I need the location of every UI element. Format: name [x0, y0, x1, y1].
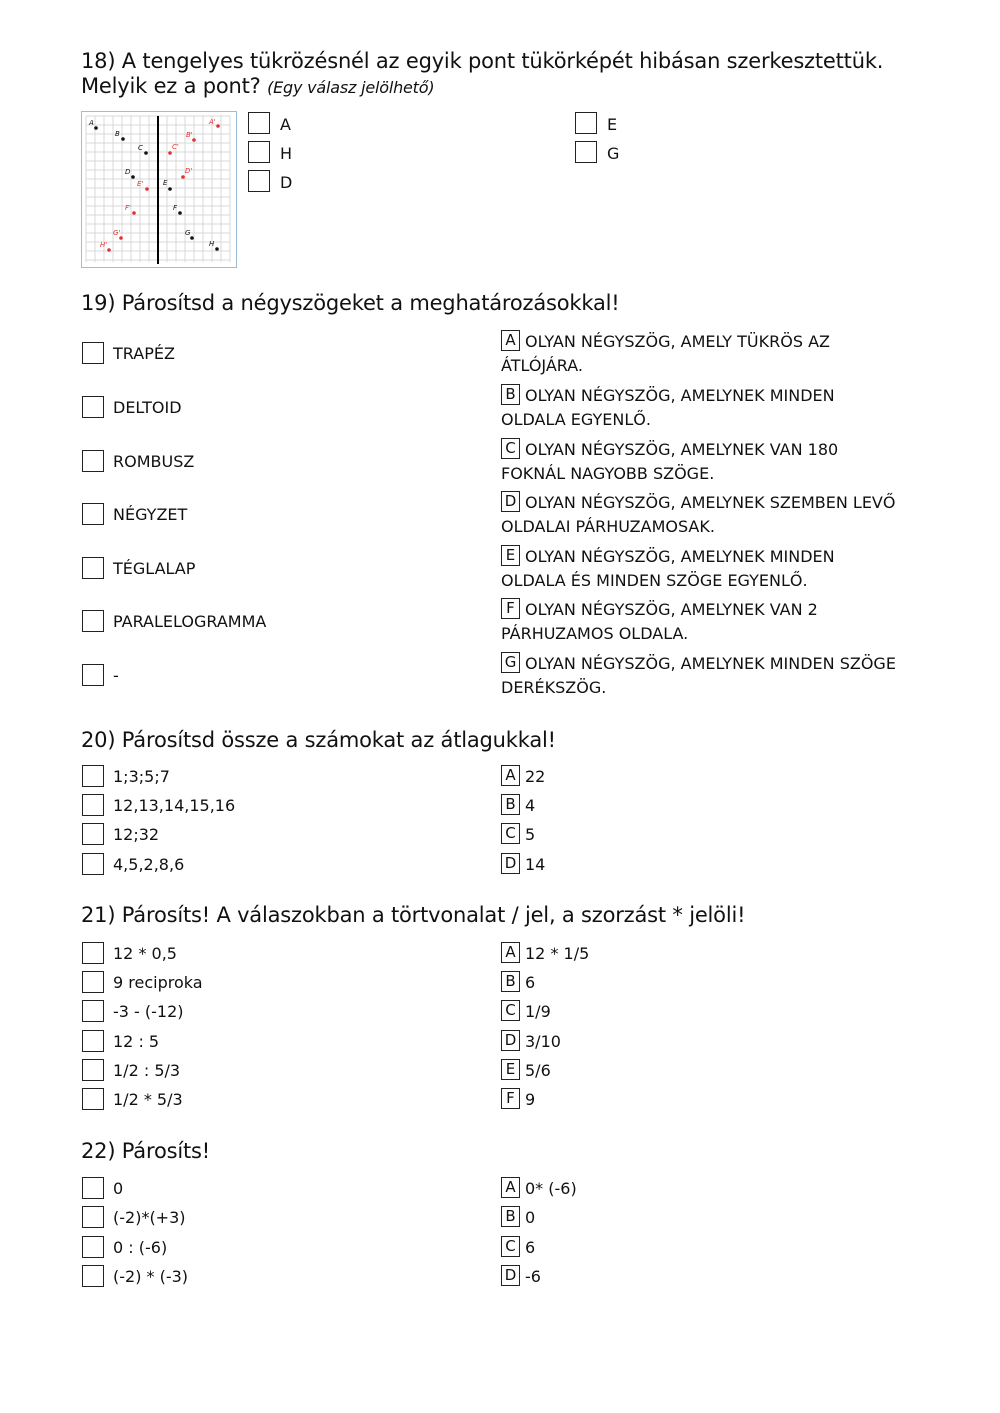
q21-left-checkbox-6[interactable] — [82, 1088, 104, 1110]
q19-definition-B-letter: B — [501, 384, 520, 405]
q21-left-checkbox-4[interactable] — [82, 1030, 104, 1052]
q20-left-label-1: 1;3;5;7 — [113, 767, 170, 786]
q18-hint: (Egy válasz jelölhető) — [267, 78, 435, 97]
q21-left-label-6: 1/2 * 5/3 — [113, 1090, 183, 1109]
q21-answer-B: B 6 — [501, 971, 535, 995]
point-C-label: C — [138, 144, 143, 152]
q18-title — [81, 49, 883, 100]
q20-left-checkbox-3[interactable] — [82, 823, 104, 845]
q19-left-label-1: TRAPÉZ — [113, 344, 175, 363]
q19-definition-A: A OLYAN NÉGYSZÖG, AMELY TÜKRÖS AZ ÁTLÓJÁRA. — [501, 331, 830, 375]
q20-title: 20) Párosítsd össze a számokat az átlagukkal! — [81, 728, 556, 752]
q22-title: 22) Párosíts! — [81, 1139, 210, 1163]
q19-left-checkbox-7[interactable] — [82, 664, 104, 686]
q19-left-checkbox-4[interactable] — [82, 503, 104, 525]
q19-definition-G: G OLYAN NÉGYSZÖG, AMELYNEK MINDEN SZÖGE DERÉKSZÖG. — [501, 653, 896, 697]
point-C-prime-label: C' — [172, 143, 179, 151]
q21-left-checkbox-2[interactable] — [82, 971, 104, 993]
q19-definition-G-letter: G — [501, 652, 520, 673]
q20-left-checkbox-4[interactable] — [82, 853, 104, 875]
q19-left-label-2: DELTOID — [113, 398, 182, 417]
q18-option-E-checkbox[interactable] — [575, 112, 597, 134]
q19-title: 19) Párosítsd a négyszögeket a meghatározásokkal! — [81, 291, 620, 315]
q22-answer-A: A 0* (-6) — [501, 1177, 577, 1201]
q21-left-label-1: 12 * 0,5 — [113, 944, 177, 963]
q19-definition-D: D OLYAN NÉGYSZÖG, AMELYNEK SZEMBEN LEVŐ OLDALAI PÁRHUZAMOSAK. — [501, 492, 896, 536]
point-H-label: H — [209, 240, 215, 248]
q18-option-A-label: A — [280, 115, 291, 134]
q19-definition-C-letter: C — [501, 438, 520, 459]
q21-left-checkbox-5[interactable] — [82, 1059, 104, 1081]
q18-option-A-checkbox[interactable] — [248, 112, 270, 134]
point-F-label: F — [173, 204, 178, 212]
q21-answer-A: A 12 * 1/5 — [501, 942, 589, 966]
q19-left-label-7: - — [113, 666, 119, 685]
point-G — [190, 236, 194, 240]
point-E-label: E — [163, 179, 168, 187]
point-D — [131, 175, 135, 179]
q19-left-checkbox-2[interactable] — [82, 396, 104, 418]
point-D-prime — [181, 175, 185, 179]
q18-option-D-label: D — [280, 173, 293, 192]
point-F-prime-label: F' — [125, 204, 131, 212]
q19-left-checkbox-6[interactable] — [82, 610, 104, 632]
q21-left-checkbox-3[interactable] — [82, 1000, 104, 1022]
q19-left-checkbox-1[interactable] — [82, 342, 104, 364]
q21-left-label-5: 1/2 : 5/3 — [113, 1061, 181, 1080]
point-B-prime — [192, 138, 196, 142]
q22-left-label-2: (-2)*(+3) — [113, 1208, 186, 1227]
q22-left-label-3: 0 : (-6) — [113, 1238, 168, 1257]
point-F — [178, 211, 182, 215]
q18-grid-svg — [82, 112, 235, 266]
q22-left-label-1: 0 — [113, 1179, 124, 1198]
q20-answer-B: B 4 — [501, 794, 535, 818]
point-C-prime — [168, 151, 172, 155]
q19-definition-B: B OLYAN NÉGYSZÖG, AMELYNEK MINDEN OLDALA EGYENLŐ. — [501, 385, 835, 429]
q20-left-label-3: 12;32 — [113, 825, 160, 844]
q19-left-label-5: TÉGLALAP — [113, 559, 196, 578]
q20-left-label-2: 12,13,14,15,16 — [113, 796, 236, 815]
point-D-prime-label: D' — [185, 167, 193, 175]
q18-title-line1: 18) A tengelyes tükrözésnél az egyik pont tükörképét hibásan szerkesztettük. — [81, 49, 884, 73]
q21-left-checkbox-1[interactable] — [82, 942, 104, 964]
q19-left-checkbox-5[interactable] — [82, 557, 104, 579]
q22-answer-B: B 0 — [501, 1206, 535, 1230]
q18-option-G-label: G — [607, 144, 620, 163]
point-A — [94, 126, 98, 130]
q19-definition-E: E OLYAN NÉGYSZÖG, AMELYNEK MINDEN OLDALA ÉS MINDEN SZÖGE EGYENLŐ. — [501, 546, 835, 590]
q18-option-H-checkbox[interactable] — [248, 141, 270, 163]
point-H — [215, 247, 219, 251]
point-A-label: A — [89, 119, 94, 127]
point-D-label: D — [125, 168, 131, 176]
q21-answer-D: D 3/10 — [501, 1030, 561, 1054]
q22-left-checkbox-4[interactable] — [82, 1265, 104, 1287]
q18-title-line2: Melyik ez a pont? (Egy válasz jelölhető) — [81, 74, 435, 98]
point-B-prime-label: B' — [186, 131, 193, 139]
q21-answer-C: C 1/9 — [501, 1000, 551, 1024]
q21-left-label-4: 12 : 5 — [113, 1032, 160, 1051]
q21-left-label-2: 9 reciproka — [113, 973, 203, 992]
q22-left-checkbox-3[interactable] — [82, 1236, 104, 1258]
q22-left-checkbox-1[interactable] — [82, 1177, 104, 1199]
q18-option-E-label: E — [607, 115, 618, 134]
point-C — [144, 151, 148, 155]
point-H-prime — [107, 248, 111, 252]
q20-answer-C: C 5 — [501, 823, 535, 847]
q19-left-label-3: ROMBUSZ — [113, 452, 195, 471]
q21-answer-E: E 5/6 — [501, 1059, 551, 1083]
q20-answer-D: D 14 — [501, 853, 545, 877]
q19-definition-D-letter: D — [501, 491, 520, 512]
q18-option-H-label: H — [280, 144, 293, 163]
q20-left-checkbox-2[interactable] — [82, 794, 104, 816]
q19-left-label-4: NÉGYZET — [113, 505, 188, 524]
point-H-prime-label: H' — [100, 241, 108, 249]
q19-definition-A-letter: A — [501, 330, 520, 351]
q20-left-label-4: 4,5,2,8,6 — [113, 855, 185, 874]
q21-title: 21) Párosíts! A válaszokban a törtvonalat / jel, a szorzást * jelöli! — [81, 903, 746, 927]
q20-left-checkbox-1[interactable] — [82, 765, 104, 787]
q19-definition-E-letter: E — [501, 545, 520, 566]
q21-left-label-3: -3 - (-12) — [113, 1002, 184, 1021]
point-B — [121, 137, 125, 141]
q22-left-checkbox-2[interactable] — [82, 1206, 104, 1228]
point-E-prime-label: E' — [137, 180, 144, 188]
point-A-prime-label: A' — [209, 118, 216, 126]
q19-definition-F-letter: F — [501, 598, 520, 619]
q19-definition-F: F OLYAN NÉGYSZÖG, AMELYNEK VAN 2 PÁRHUZAMOS OLDALA. — [501, 599, 818, 643]
point-F-prime — [132, 211, 136, 215]
point-E — [168, 187, 172, 191]
point-E-prime — [145, 187, 149, 191]
q22-answer-C: C 6 — [501, 1236, 535, 1260]
q18-reflection-figure — [81, 111, 237, 268]
point-A-prime — [216, 124, 220, 128]
q20-answer-A: A 22 — [501, 765, 545, 789]
q18-option-D-checkbox[interactable] — [248, 170, 270, 192]
q22-answer-D: D -6 — [501, 1265, 541, 1289]
q19-left-label-6: PARALELOGRAMMA — [113, 612, 267, 631]
q19-left-checkbox-3[interactable] — [82, 450, 104, 472]
q21-answer-F: F 9 — [501, 1088, 535, 1112]
point-B-label: B — [115, 130, 120, 138]
q22-left-label-4: (-2) * (-3) — [113, 1267, 189, 1286]
point-G-label: G — [185, 229, 191, 237]
q18-option-G-checkbox[interactable] — [575, 141, 597, 163]
q19-definition-C: C OLYAN NÉGYSZÖG, AMELYNEK VAN 180 FOKNÁL NAGYOBB SZÖGE. — [501, 439, 839, 483]
point-G-prime-label: G' — [113, 229, 121, 237]
